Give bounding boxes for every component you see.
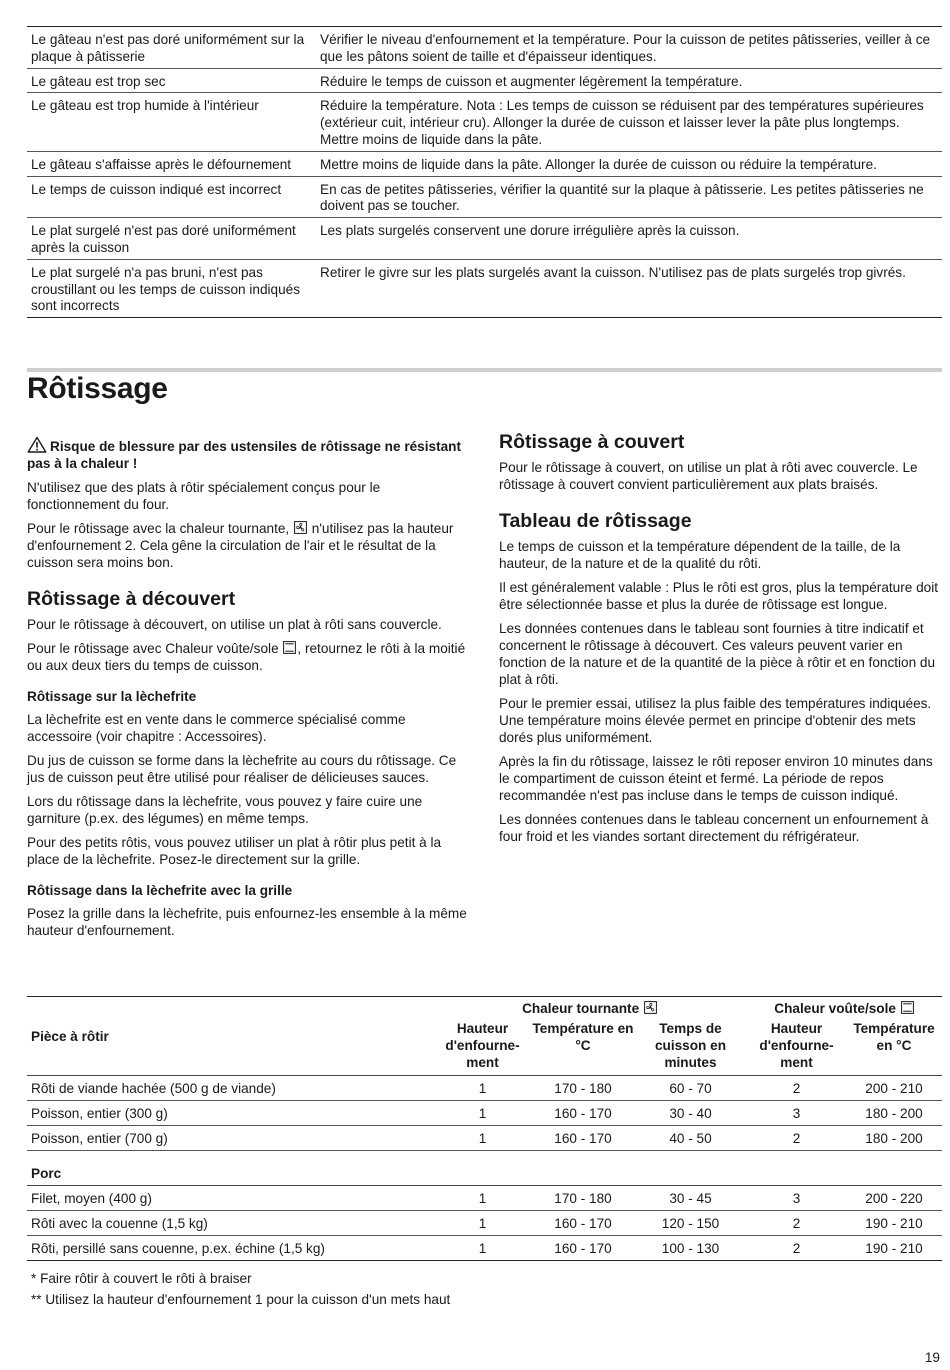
cell-time: 120 - 150 [661, 1216, 720, 1231]
trouble-solution: Vérifier le niveau d'enfournement et la température. Pour la cuisson de petites pâtisseries, veiller à ce que les pâtons soient de taille et d'épaisseur identiques. [320, 32, 931, 64]
trouble-problem: Le gâteau est trop sec [31, 73, 166, 89]
cell-piece: Rôti avec la couenne (1,5 kg) [31, 1216, 208, 1231]
convection-text-a: Pour le rôtissage avec la chaleur tournante, [27, 521, 290, 536]
col-header-level-2: Hauteur d'enfourne-ment [759, 1021, 834, 1070]
right-paragraph-2: Il est généralement valable : Plus le rôti est gros, plus la température doit être sélectionnée basse et plus la durée de rôtissage est longue. [499, 580, 939, 612]
trouble-problem: Le temps de cuisson indiqué est incorrect [31, 181, 282, 197]
roasting-table [27, 996, 942, 1261]
top-bottom-heat-icon [283, 641, 296, 654]
pan-paragraph-2: Du jus de cuisson se forme dans la lèchefrite au cours du rôtissage. Ce jus de cuisson peut être utilisé pour réaliser de délicieuses sauces. [27, 753, 457, 785]
cell-temp-1: 160 - 170 [554, 1131, 612, 1146]
cell-temp-2: 200 - 220 [865, 1191, 923, 1206]
warning-triangle-icon [27, 436, 47, 453]
cell-level-2: 2 [792, 1131, 801, 1146]
top-bottom-heat-icon [901, 1001, 914, 1014]
cell-time: 60 - 70 [669, 1081, 712, 1096]
footnote-2: ** Utilisez la hauteur d'enfournement 1 pour la cuisson d'un mets haut [31, 1292, 451, 1307]
group-top-bottom [747, 1001, 942, 1016]
right-paragraph-1: Le temps de cuisson et la température dépendent de la taille, de la hauteur, de la nature et de la qualité du rôti. [499, 539, 901, 571]
trouble-row [27, 260, 942, 318]
convection-fan-icon [644, 1001, 657, 1014]
cell-piece: Poisson, entier (700 g) [31, 1131, 168, 1146]
footnote-1: * Faire rôtir à couvert le rôti à braiser [31, 1271, 252, 1286]
cell-temp-1: 160 - 170 [554, 1216, 612, 1231]
table-row [27, 1186, 942, 1211]
group-top-bottom-label: Chaleur voûte/sole [774, 1001, 896, 1016]
pan-grid-paragraph: Posez la grille dans la lèchefrite, puis enfournez-les ensemble à la même hauteur d'enfournement. [27, 906, 467, 938]
cell-piece: Poisson, entier (300 g) [31, 1106, 168, 1121]
trouble-solution: Réduire la température. Nota : Les temps de cuisson se réduisent par des températures supérieures (extérieur cuit, intérieur cru). Allonger la durée de cuisson et laisser lever la pâte plus longtemps. Mettre moins de liquide dans la pâte. [320, 98, 924, 147]
table-row [27, 1101, 942, 1126]
cell-temp-1: 160 - 170 [554, 1106, 612, 1121]
col-header-time: Temps de cuisson en minutes [654, 1021, 726, 1070]
cell-level-1: 1 [478, 1131, 487, 1146]
right-column [499, 430, 942, 852]
group-convection [433, 1001, 747, 1016]
trouble-solution: Les plats surgelés conservent une dorure irrégulière après la cuisson. [320, 223, 740, 239]
topbottom-paragraph [27, 640, 467, 674]
cell-level-1: 1 [478, 1106, 487, 1121]
footnotes [31, 1268, 450, 1310]
cell-piece: Filet, moyen (400 g) [31, 1191, 152, 1206]
trouble-problem: Le gâteau est trop humide à l'intérieur [31, 98, 259, 114]
cell-level-1: 1 [478, 1216, 487, 1231]
heading-pan: Rôtissage sur la lèchefrite [27, 689, 197, 704]
cell-piece: Rôti, persillé sans couenne, p.ex. échine (1,5 kg) [31, 1241, 325, 1256]
covered-paragraph: Pour le rôtissage à couvert, on utilise un plat à rôti avec couvercle. Le rôtissage à couvert convient particulièrement aux plats braisés. [499, 460, 918, 492]
trouble-problem: Le gâteau s'affaisse après le défournement [31, 156, 292, 172]
page-number: 19 [924, 1350, 940, 1365]
trouble-solution: Mettre moins de liquide dans la pâte. Allonger la durée de cuisson ou réduire la température. [320, 156, 877, 172]
cell-time: 40 - 50 [669, 1131, 712, 1146]
cell-level-1: 1 [478, 1081, 487, 1096]
cell-temp-1: 170 - 180 [554, 1191, 612, 1206]
trouble-row [27, 27, 942, 69]
pan-paragraph-1: La lèchefrite est en vente dans le commerce spécialisé comme accessoire (voir chapitre : Accessoires). [27, 712, 406, 744]
cell-temp-2: 180 - 200 [865, 1106, 923, 1121]
col-header-temp-1: Température en °C [532, 1021, 634, 1053]
cell-piece: Rôti de viande hachée (500 g de viande) [31, 1081, 276, 1096]
pan-paragraph-4: Pour des petits rôtis, vous pouvez utiliser un plat à rôtir plus petit à la place de la lèchefrite. Posez-le directement sur la grille. [27, 835, 442, 867]
trouble-problem: Le plat surgelé n'a pas bruni, n'est pas croustillant ou les temps de cuisson indiqués sont incorrects [31, 264, 301, 314]
cell-temp-2: 190 - 210 [865, 1216, 923, 1231]
cell-temp-2: 190 - 210 [865, 1241, 923, 1256]
trouble-row [27, 177, 942, 219]
left-column [27, 436, 467, 946]
troubleshooting-table [27, 26, 942, 318]
cell-level-1: 1 [478, 1241, 487, 1256]
cell-level-2: 3 [792, 1106, 801, 1121]
section-title: Rôtissage [27, 372, 168, 405]
table-row [27, 1126, 942, 1151]
col-header-piece: Pièce à rôtir [31, 1029, 109, 1044]
convection-text-b: n'utilisez pas la hauteur d'enfournement 2. Cela gêne la circulation de l'air et le résultat de la cuisson sera moins bon. [27, 521, 454, 570]
warning-text: N'utilisez que des plats à rôtir spécialement conçus pour le fonctionnement du four. [27, 480, 381, 512]
topbottom-text-b: , retournez le rôti à la moitié ou aux deux tiers du temps de cuisson. [27, 641, 466, 673]
convection-fan-icon [294, 521, 307, 534]
cell-level-1: 1 [478, 1191, 487, 1206]
cell-level-2: 2 [792, 1081, 801, 1096]
cell-temp-1: 170 - 180 [554, 1081, 612, 1096]
category-label: Porc [31, 1166, 62, 1181]
table-row [27, 1076, 942, 1101]
convection-paragraph [27, 520, 467, 571]
cell-temp-2: 200 - 210 [865, 1081, 923, 1096]
group-convection-label: Chaleur tournante [522, 1001, 640, 1016]
roast-table-group-header [27, 997, 942, 1020]
table-row [27, 1211, 942, 1236]
heading-covered: Rôtissage à couvert [499, 431, 685, 453]
topbottom-text-a: Pour le rôtissage avec Chaleur voûte/sole [27, 641, 279, 656]
roast-table-column-header [27, 1020, 942, 1076]
trouble-row [27, 93, 942, 151]
category-row [27, 1151, 942, 1186]
pan-paragraph-3: Lors du rôtissage dans la lèchefrite, vous pouvez y faire cuire une garniture (p.ex. des légumes) en même temps. [27, 794, 423, 826]
warning-title-text: Risque de blessure par des ustensiles de rôtissage ne résistant pas à la chaleur ! [27, 439, 461, 471]
trouble-solution: En cas de petites pâtisseries, vérifier la quantité sur la plaque à pâtisserie. Les petites pâtisseries ne doivent pas se toucher. [320, 181, 924, 214]
trouble-problem: Le gâteau n'est pas doré uniformément sur la plaque à pâtisserie [31, 32, 305, 64]
cell-level-2: 3 [792, 1191, 801, 1206]
right-paragraph-3: Les données contenues dans le tableau sont fournies à titre indicatif et concernent le rôtissage à découvert. Ces valeurs peuvent varier en fonction de la nature et de la quantité de la pièce à rôtir et en fonction du plat à rôti. [499, 621, 936, 687]
trouble-solution: Retirer le givre sur les plats surgelés avant la cuisson. N'utilisez pas de plats surgelés trop givrés. [320, 264, 906, 280]
cell-level-2: 2 [792, 1241, 801, 1256]
trouble-row [27, 152, 942, 177]
col-header-temp-2: Température en °C [853, 1021, 935, 1053]
trouble-row [27, 69, 942, 94]
cell-time: 100 - 130 [661, 1241, 720, 1256]
col-header-level-1: Hauteur d'enfourne-ment [445, 1021, 520, 1070]
heading-roast-table: Tableau de rôtissage [499, 510, 692, 532]
right-paragraph-4: Pour le premier essai, utilisez la plus faible des températures indiquées. Une température moins élevée permet en principe d'obtenir des mets dorés plus uniformément. [499, 696, 932, 745]
cell-temp-1: 160 - 170 [554, 1241, 612, 1256]
cell-level-2: 2 [792, 1216, 801, 1231]
heading-pan-grid: Rôtissage dans la lèchefrite avec la grille [27, 883, 293, 898]
right-paragraph-5: Après la fin du rôtissage, laissez le rôti reposer environ 10 minutes dans le compartiment de cuisson éteint et fermé. La période de repos recommandée n'est pas incluse dans le temps de cuisson indiqué. [499, 754, 933, 803]
roast-rows-general [27, 1076, 942, 1151]
heading-uncovered: Rôtissage à découvert [27, 588, 236, 610]
trouble-solution: Réduire le temps de cuisson et augmenter légèrement la température. [320, 73, 743, 89]
cell-time: 30 - 45 [669, 1191, 712, 1206]
cell-time: 30 - 40 [669, 1106, 712, 1121]
trouble-problem: Le plat surgelé n'est pas doré uniformément après la cuisson [31, 223, 296, 255]
roast-rows-pork [27, 1186, 942, 1261]
cell-temp-2: 180 - 200 [865, 1131, 923, 1146]
table-row [27, 1236, 942, 1261]
right-paragraph-6: Les données contenues dans le tableau concernent un enfournement à four froid et les viandes sortant directement du réfrigérateur. [499, 812, 929, 844]
trouble-row [27, 218, 942, 260]
uncovered-paragraph: Pour le rôtissage à découvert, on utilise un plat à rôti sans couvercle. [27, 617, 442, 632]
warning-title [27, 436, 467, 472]
